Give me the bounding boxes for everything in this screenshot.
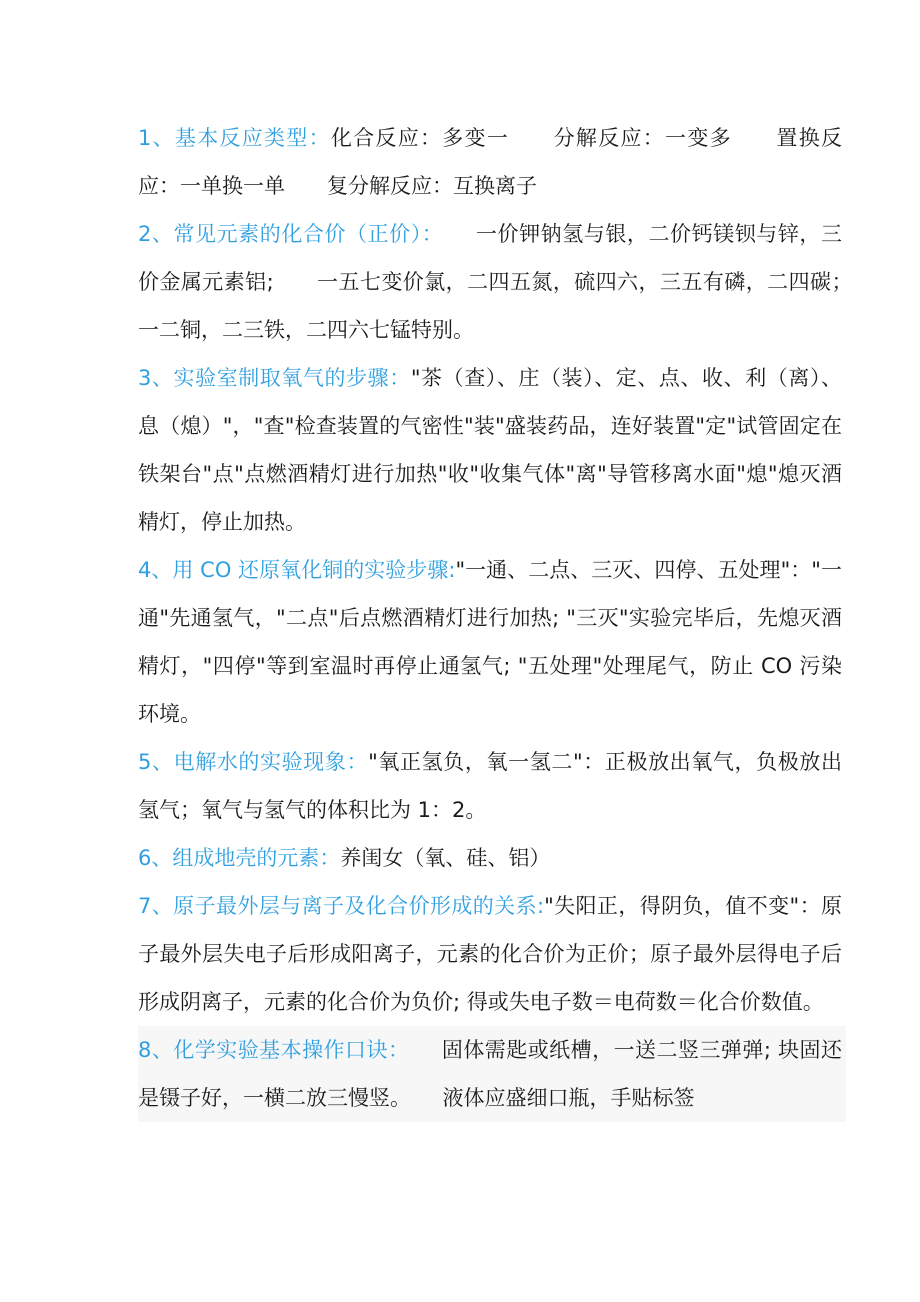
item-heading: 8、化学实验基本操作口诀： xyxy=(138,1038,399,1062)
item-text: "氧正氢负，氧一氢二"：正极放出氧气，负极放出氢气；氧气与氢气的体积比为 1：2。 xyxy=(138,750,842,822)
list-item xyxy=(138,834,846,882)
item-heading: 1、基本反应类型： xyxy=(138,126,331,150)
item-heading: 7、原子最外层与离子及化合价形成的关系: xyxy=(138,894,545,918)
item-text: 养闺女（氧、硅、铝） xyxy=(340,846,551,870)
item-heading: 2、常见元素的化合价（正价）： xyxy=(138,222,433,246)
list-item xyxy=(138,210,884,354)
list-item xyxy=(138,1026,846,1122)
list-item xyxy=(138,114,846,210)
item-text: 化合反应：多变一 分解反应：一变多 置换反应：一单换一单 复分解反应：互换离子 xyxy=(138,126,842,198)
item-text: "失阳正，得阴负，值不变"：原子最外层失电子后形成阳离子，元素的化合价为正价；原子最外层得电子后形成阴离子，元素的化合价为负价; 得或失电子数＝电荷数＝化合价数值。 xyxy=(138,894,842,1014)
list-item xyxy=(138,738,846,834)
item-text: "茶（查）、庄（装）、定、点、收、利（离）、息（熄）"，"查"检查装置的气密性"装"盛装药品，连好装置"定"试管固定在铁架台"点"点燃酒精灯进行加热"收"收集气体"离"导管移离水面"熄"熄灭酒精灯，停止加热。 xyxy=(138,366,842,534)
item-heading: 6、组成地壳的元素： xyxy=(138,846,341,870)
item-text: 一价钾钠氢与银，二价钙镁钡与锌，三价金属元素铝; 一五七变价氯，二四五氮，硫四六，三五有磷，二四碳； 一二铜，二三铁，二四六七锰特别。 xyxy=(138,222,884,342)
document-body xyxy=(138,114,884,1122)
item-heading: 5、电解水的实验现象： xyxy=(138,750,369,774)
list-item xyxy=(138,546,846,738)
item-text: "一通、二点、三灭、四停、五处理"："一通"先通氢气，"二点"后点燃酒精灯进行加热; "三灭"实验完毕后，先熄灭酒精灯，"四停"等到室温时再停止通氢气; "五处理"处理尾气，防止 CO 污染环境。 xyxy=(138,558,842,726)
item-text: 固体需匙或纸槽，一送二竖三弹弹; 块固还是镊子好，一横二放三慢竖。 液体应盛细口瓶，手贴标签 xyxy=(138,1038,842,1110)
item-heading: 3、实验室制取氧气的步骤： xyxy=(138,366,411,390)
item-heading: 4、用 CO 还原氧化铜的实验步骤: xyxy=(138,558,456,582)
list-item xyxy=(138,882,846,1026)
list-item xyxy=(138,354,846,546)
